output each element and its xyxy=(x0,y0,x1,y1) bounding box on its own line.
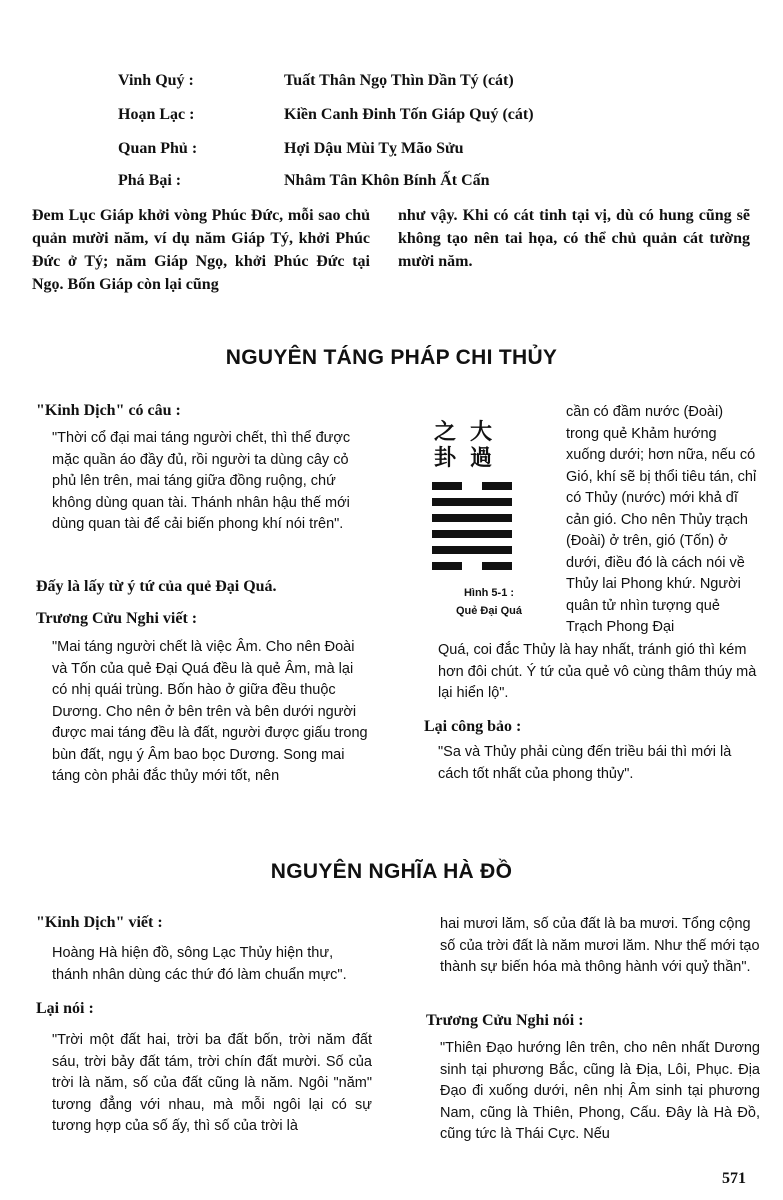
lai-noi-quote: "Trời một đất hai, trời ba đất bốn, trời năm đất sáu, trời bảy đất tám, trời chín đất mười. Số của trời là năm, số của đất cũng là năm. Ngôi "năm" tương đẳng với nhau, mà mỗi ngôi lại có sự tương hợp của số ấy, thì số của trời là xyxy=(52,1032,372,1134)
right-column-top-text: hai mươi lăm, số của đất là ba mươi. Tổng cộng số của trời đất là năm mươi lăm. Như thế mới tạo thành sự biến hóa mà thông hành với quỷ thần". xyxy=(440,916,760,975)
lai-noi-label: Lại nói : xyxy=(36,1000,94,1017)
hexagram-icon xyxy=(430,482,530,582)
kinh-dich-viet-quote: Hoàng Hà hiện đồ, sông Lạc Thủy hiện thư, thánh nhân dùng các thứ đó làm chuẩn mực". xyxy=(52,945,347,983)
figure-caption-title: Quẻ Đại Quá xyxy=(455,605,523,617)
char-gua: 卦 xyxy=(434,446,457,471)
kinh-dich-quote: "Thời cổ đại mai táng người chết, thì thể được mặc quần áo đầy đủ, rồi người ta dùng cây cỏ phủ lên trên, mai táng giữa đồng ruộng, chứ không dùng quan tài. Thánh nhân hậu thế mới dùng quan tài để cải biến phong khí nói trên". xyxy=(52,430,351,532)
section-heading-nguyen-nghia-ha-do: NGUYÊN NGHĨA HÀ ĐỒ xyxy=(270,860,513,883)
table-value-pha-bai: Nhâm Tân Khôn Bính Ất Cấn xyxy=(284,172,490,189)
truong-cuu-nghi-noi-label: Trương Cửu Nghi nói : xyxy=(426,1012,584,1029)
char-guo: 過 xyxy=(470,446,493,471)
table-label-quan-phu: Quan Phủ : xyxy=(118,140,198,157)
table-value-vinh-quy: Tuất Thân Ngọ Thìn Dần Tý (cát) xyxy=(284,72,514,89)
figure-caption-number: Hình 5-1 : xyxy=(463,587,515,599)
truong-cuu-nghi-quote: "Mai táng người chết là việc Âm. Cho nên Đoài và Tốn của quẻ Đại Quá đều là quẻ Âm, mà lại có nhị quái trùng. Bốn hào ở giữa đều thuộc Dương. Cho nên ở bên trên và bên dưới người được mai táng đều là đất, người được giấu trong bùn đất, ngụ ý Âm bao bọc Dương. Song mai táng còn phải đắc thủy mới tốt, nên xyxy=(52,639,368,784)
page-number: 571 xyxy=(722,1170,746,1187)
intro-left-text: Đem Lục Giáp khởi vòng Phúc Đức, mỗi sao chủ quản mười năm, ví dụ năm Giáp Tý, khởi Phúc Đức ở Tý; năm Giáp Ngọ, khởi Phúc Đức tại Ngọ. Bốn Giáp còn lại cũng xyxy=(32,207,370,293)
char-da: 大 xyxy=(470,420,493,445)
table-label-vinh-quy: Vinh Quý : xyxy=(118,72,194,89)
wrap-text: cần có đầm nước (Đoài) trong quẻ Khảm hướng xuống dưới; hơn nữa, nếu có Gió, khí sẽ bị thổi tiêu tán, chỉ có Thủy (nước) mới khả dĩ cản gió. Cho nên Thủy trạch (Đoài) ở trên, gió (Tốn) ở dưới, điều đó là cách nói về Thủy lai Phong khứ. Người quân tử nhìn tượng quẻ Trạch Phong Đại xyxy=(566,404,757,635)
intro-right-text: như vậy. Khi có cát tinh tại vị, dù có hung cũng sẽ không tạo nên tai họa, có thể chủ quản cát tường mười năm. xyxy=(398,207,750,270)
dai-qua-statement: Đấy là lấy từ ý tứ của quẻ Đại Quá. xyxy=(36,578,277,595)
char-zhi: 之 xyxy=(434,420,457,445)
table-value-quan-phu: Hợi Dậu Mùi Tỵ Mão Sửu xyxy=(284,140,464,157)
table-value-hoan-lac: Kiền Canh Đinh Tốn Giáp Quý (cát) xyxy=(284,106,534,123)
continued-text: Quá, coi đắc Thủy là hay nhất, tránh gió thì kém hơn đôi chút. Ý tứ của quẻ vô cùng thâm thúy mà lại hiển lộ". xyxy=(438,642,757,701)
table-label-pha-bai: Phá Bại : xyxy=(118,172,182,189)
truong-cuu-nghi-label: Trương Cửu Nghi viết : xyxy=(36,610,198,627)
lai-cong-bao-label: Lại công bảo : xyxy=(424,718,522,735)
kinh-dich-label: "Kinh Dịch" có câu : xyxy=(36,402,181,419)
lai-cong-bao-quote: "Sa và Thủy phải cùng đến triều bái thì mới là cách tốt nhất của phong thủy". xyxy=(438,744,732,782)
figure-caption xyxy=(428,584,550,620)
truong-cuu-nghi-noi-quote: "Thiên Đạo hướng lên trên, cho nên nhất Dương sinh tại phương Bắc, cũng là Địa, Lôi, Phục. Địa Đạo đi xuống dưới, nên nhị Âm sinh tại phương Nam, cũng là Thiên, Phong, Cấu. Đây là Hà Đồ, cũng tức là Thái Cực. Nếu xyxy=(440,1040,760,1142)
kinh-dich-viet-label: "Kinh Dịch" viết : xyxy=(36,914,163,931)
section-heading-nguyen-tang-phap: NGUYÊN TÁNG PHÁP CHI THỦY xyxy=(225,346,558,369)
table-label-hoan-lac: Hoạn Lạc : xyxy=(118,106,195,123)
